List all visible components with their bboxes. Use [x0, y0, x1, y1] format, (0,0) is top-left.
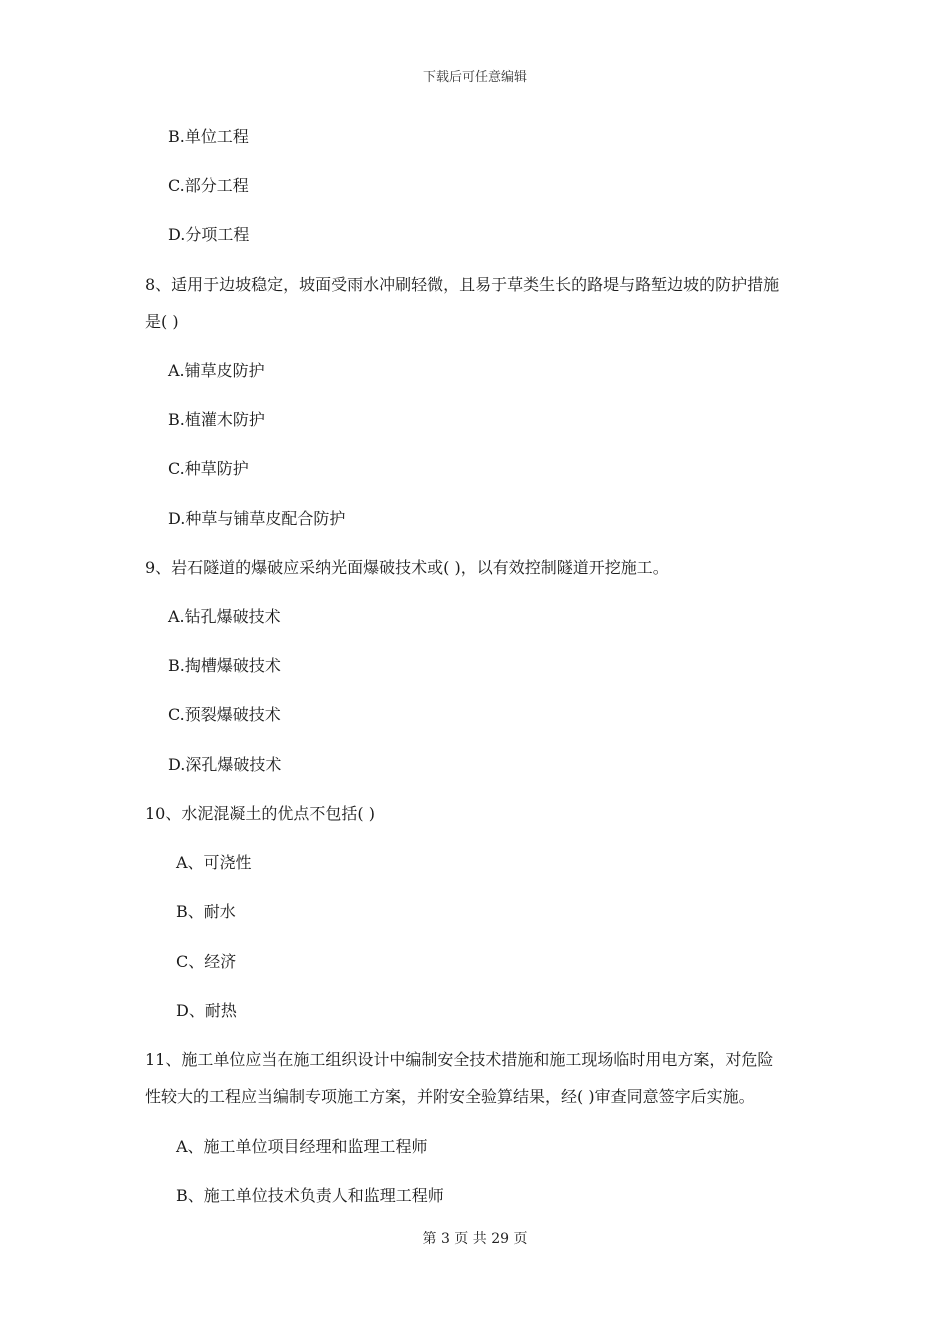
question-11-line-1: 11、施工单位应当在施工组织设计中编制安全技术措施和施工现场临时用电方案，对危险: [145, 1050, 774, 1069]
question-11-option-b: B、施工单位技术负责人和监理工程师: [176, 1186, 444, 1205]
option-d-prev: D.分项工程: [168, 225, 250, 244]
question-10-option-d: D、耐热: [176, 1001, 237, 1020]
question-10-option-a: A、可浇性: [176, 853, 252, 872]
option-b-prev: B.单位工程: [168, 127, 249, 146]
page-footer: 第 3 页 共 29 页: [422, 1231, 528, 1247]
question-11-line-2: 性较大的工程应当编制专项施工方案，并附安全验算结果，经( )审查同意签字后实施。: [145, 1087, 755, 1106]
question-9-option-d: D.深孔爆破技术: [168, 755, 282, 774]
question-10-option-c: C、经济: [176, 952, 237, 971]
question-8-line-1: 8、适用于边坡稳定，坡面受雨水冲刷轻微，且易于草类生长的路堤与路堑边坡的防护措施: [145, 275, 780, 294]
question-8-line-2: 是( ): [145, 312, 179, 331]
question-8-option-c: C.种草防护: [168, 459, 249, 478]
question-9-option-c: C.预裂爆破技术: [168, 705, 281, 724]
question-9-option-a: A.钻孔爆破技术: [168, 607, 281, 626]
question-11-option-a: A、施工单位项目经理和监理工程师: [176, 1137, 428, 1156]
question-9-option-b: B.掏槽爆破技术: [168, 656, 281, 675]
option-c-prev: C.部分工程: [168, 176, 249, 195]
question-8-option-a: A.铺草皮防护: [168, 361, 265, 380]
question-9: 9、岩石隧道的爆破应采纳光面爆破技术或( )，以有效控制隧道开挖施工。: [145, 558, 669, 577]
question-10-option-b: B、耐水: [176, 902, 236, 921]
question-8-option-d: D.种草与铺草皮配合防护: [168, 509, 346, 528]
question-8-option-b: B.植灌木防护: [168, 410, 265, 429]
question-10: 10、水泥混凝土的优点不包括( ): [145, 804, 375, 823]
page-header: 下载后可任意编辑: [422, 70, 527, 85]
